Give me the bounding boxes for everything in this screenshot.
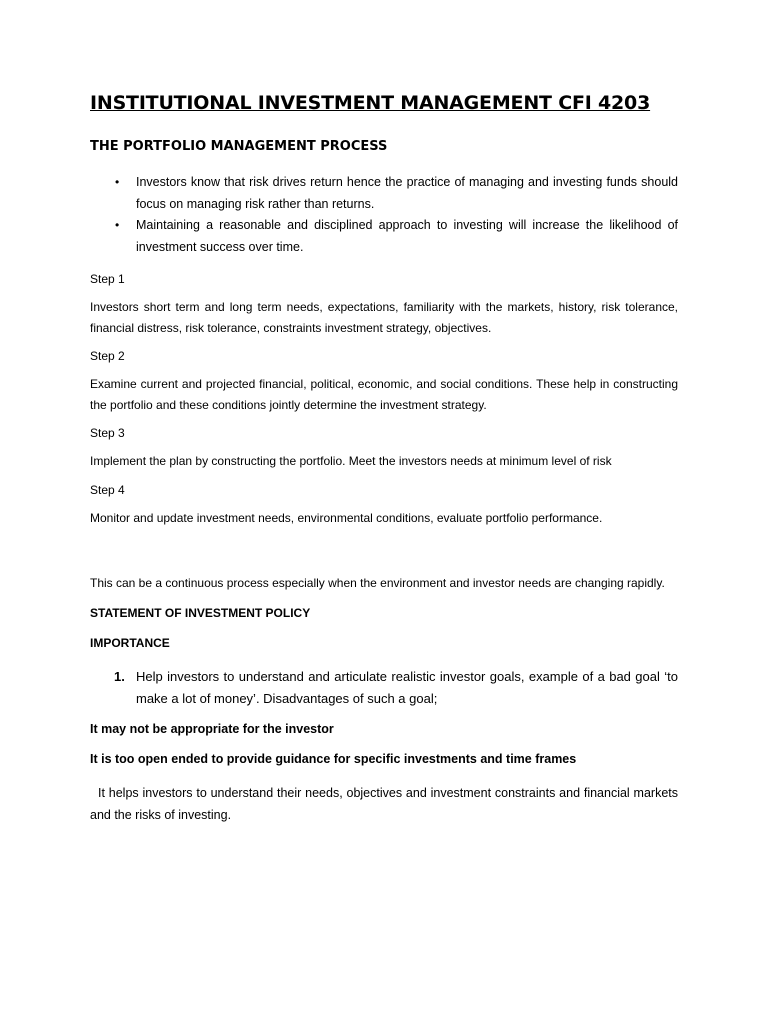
item-number: 1.: [114, 668, 125, 684]
step-2-label: Step 2: [90, 349, 125, 363]
closing-paragraph: It helps investors to understand their needs, objectives and investment constraints and financial markets and the risks of investing.: [90, 785, 678, 822]
disadvantage-2: It is too open ended to provide guidance for specific investments and time frames: [90, 751, 577, 766]
step-4-label: Step 4: [90, 482, 125, 497]
bullet-icon: •: [115, 175, 120, 189]
step-4-text: Monitor and update investment needs, environmental conditions, evaluate portfolio performance.: [90, 510, 603, 525]
continuous-process-note: This can be a continuous process especially when the environment and investor needs are changing rapidly.: [90, 576, 665, 590]
numbered-list: [90, 666, 678, 710]
document-title: INSTITUTIONAL INVESTMENT MANAGEMENT CFI 4203: [90, 92, 651, 114]
numbered-item: [114, 666, 678, 710]
item-text: Help investors to understand and articulate realistic investor goals, example of a bad goal ‘to make a lot of money’. Disadvantages of such a goal;: [136, 668, 678, 706]
step-2-text: Examine current and projected financial, political, economic, and social conditions. These help in constructing the portfolio and these conditions jointly determine the investment strategy.: [90, 377, 678, 412]
section-title: THE PORTFOLIO MANAGEMENT PROCESS: [90, 139, 388, 154]
bullet-text: Maintaining a reasonable and disciplined approach to investing will increase the likelihood of investment success over time.: [136, 218, 678, 254]
policy-heading: STATEMENT OF INVESTMENT POLICY: [90, 605, 311, 620]
bullet-item: [115, 215, 678, 258]
bullet-icon: •: [115, 218, 120, 232]
step-1-text: Investors short term and long term needs, expectations, familiarity with the markets, history, risk tolerance, financial distress, risk tolerance, constraints investment strategy, objectives.: [90, 300, 678, 335]
step-3-text: Implement the plan by constructing the portfolio. Meet the investors needs at minimum level of risk: [90, 454, 612, 468]
bullet-list: [90, 172, 678, 258]
step-1-label: Step 1: [90, 272, 125, 286]
importance-heading: IMPORTANCE: [90, 635, 170, 650]
step-3-label: Step 3: [90, 426, 125, 440]
disadvantage-1: It may not be appropriate for the investor: [90, 721, 334, 736]
bullet-item: [115, 172, 678, 215]
bullet-text: Investors know that risk drives return hence the practice of managing and investing funds should focus on managing risk rather than returns.: [136, 175, 678, 211]
